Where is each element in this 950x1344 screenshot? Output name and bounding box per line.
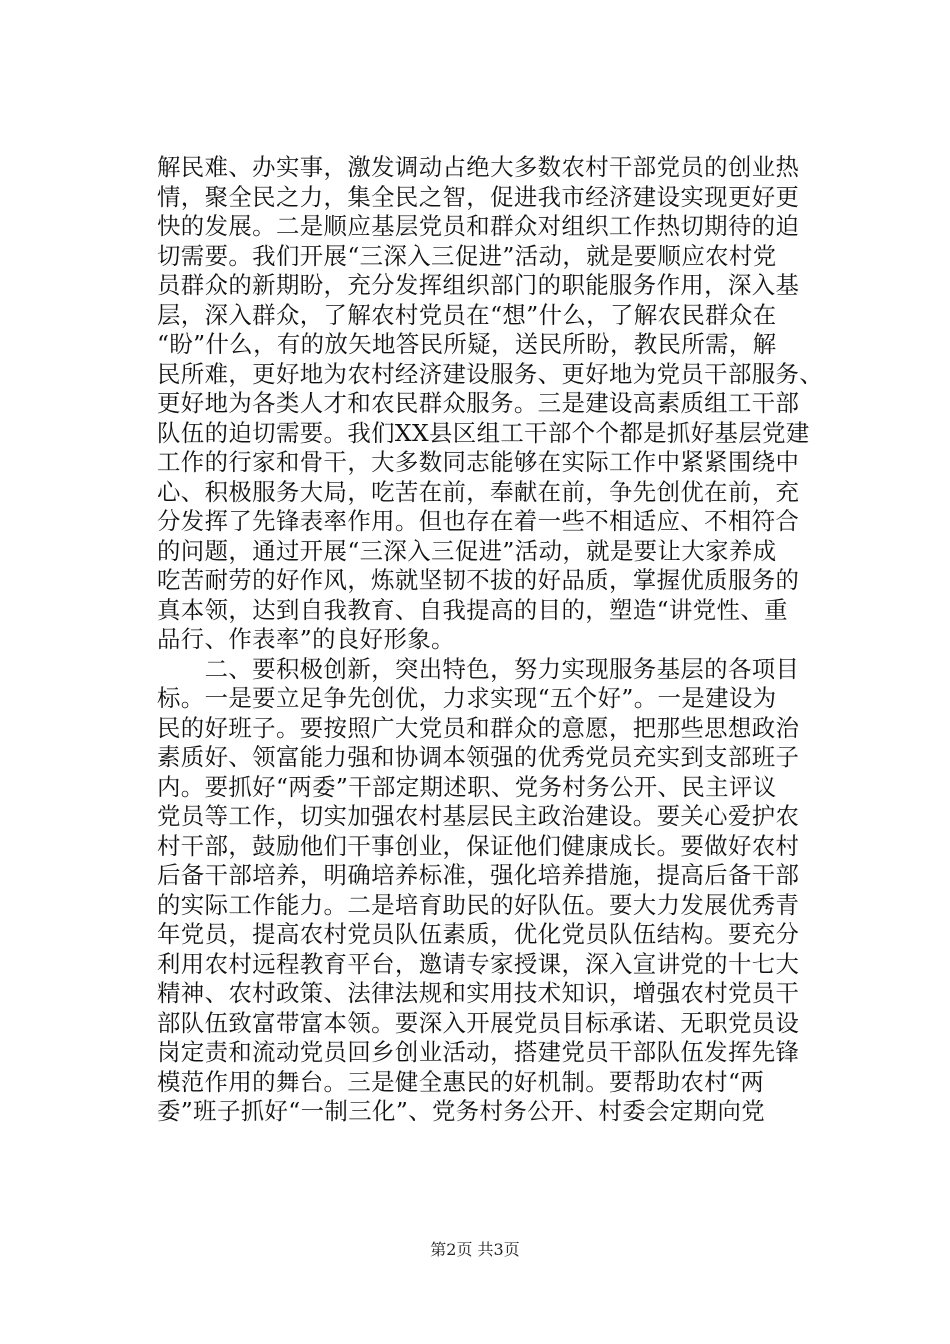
text-line: 部队伍致富带富本领。要深入开展党员目标承诺、无职党员设 (157, 1008, 800, 1037)
text-line: 的问题，通过开展“三深入三促进”活动，就是要让大家养成 (157, 536, 777, 565)
text-line: 内。要抓好“两委”干部定期述职、党务村务公开、民主评议 (157, 772, 777, 801)
text-line: 精神、农村政策、法律法规和实用技术知识，增强农村党员干 (157, 979, 800, 1007)
paragraph (157, 153, 824, 655)
text-line: 分发挥了先锋表率作用。但也存在着一些不相适应、不相符合 (157, 507, 800, 535)
text-line: 品行、作表率”的良好形象。 (157, 625, 455, 653)
text-line: 层，深入群众，了解农村党员在“想”什么，了解农民群众在 (157, 300, 777, 329)
text-line: 切需要。我们开展“三深入三促进”活动，就是要顺应农村党 (157, 241, 777, 270)
text-line: 真本领，达到自我教育、自我提高的目的，塑造“讲党性、重 (157, 595, 788, 624)
paragraph (157, 655, 803, 1127)
text-line: 更好地为各类人才和农民群众服务。三是建设高素质组工干部 (157, 389, 800, 417)
text-line: 利用农村远程教育平台，邀请专家授课，深入宣讲党的十七大 (157, 949, 800, 978)
text-line: 队伍的迫切需要。我们XX县区组工干部个个都是抓好基层党建 (157, 418, 810, 447)
page-footer: 第2页 共3页 (430, 1240, 520, 1259)
text-line: 工作的行家和骨干，大多数同志能够在实际工作中紧紧围绕中 (157, 448, 800, 476)
text-line: 民的好班子。要按照广大党员和群众的意愿，把那些思想政治 (157, 713, 800, 742)
text-line: 委”班子抓好“一制三化”、党务村务公开、村委会定期向党 (157, 1097, 766, 1125)
text-line: 吃苦耐劳的好作风，炼就坚韧不拔的好品质，掌握优质服务的 (157, 566, 800, 594)
text-line: 二、要积极创新，突出特色，努力实现服务基层的各项目 (157, 654, 800, 683)
text-line: 解民难、办实事，激发调动占绝大多数农村干部党员的创业热 (157, 153, 800, 181)
text-line: 年党员，提高农村党员队伍素质，优化党员队伍结构。要充分 (157, 920, 800, 948)
document-body (157, 153, 824, 1127)
text-line: 心、积极服务大局，吃苦在前，奉献在前，争先创优在前，充 (157, 477, 800, 506)
text-line: 后备干部培养，明确培养标准，强化培养措施，提高后备干部 (157, 861, 800, 889)
text-line: 党员等工作，切实加强农村基层民主政治建设。要关心爱护农 (157, 802, 800, 830)
text-line: 员群众的新期盼，充分发挥组织部门的职能服务作用，深入基 (157, 271, 800, 299)
text-line: 岗定责和流动党员回乡创业活动，搭建党员干部队伍发挥先锋 (157, 1038, 800, 1066)
text-line: 快的发展。二是顺应基层党员和群众对组织工作热切期待的迫 (157, 212, 800, 240)
text-line: 的实际工作能力。二是培育助民的好队伍。要大力发展优秀青 (157, 890, 800, 919)
text-line: 情，聚全民之力，集全民之智，促进我市经济建设实现更好更 (157, 182, 800, 211)
text-line: 村干部，鼓励他们干事创业，保证他们健康成长。要做好农村 (157, 831, 800, 860)
text-line: 模范作用的舞台。三是健全惠民的好机制。要帮助农村“两 (157, 1067, 765, 1096)
text-line: “盼”什么，有的放矢地答民所疑，送民所盼，教民所需，解 (157, 330, 777, 358)
text-line: 素质好、领富能力强和协调本领强的优秀党员充实到支部班子 (157, 743, 800, 771)
text-line: 标。一是要立足争先创优，力求实现“五个好”。一是建设为 (157, 684, 777, 712)
text-line: 民所难，更好地为农村经济建设服务、更好地为党员干部服务、 (157, 359, 824, 388)
